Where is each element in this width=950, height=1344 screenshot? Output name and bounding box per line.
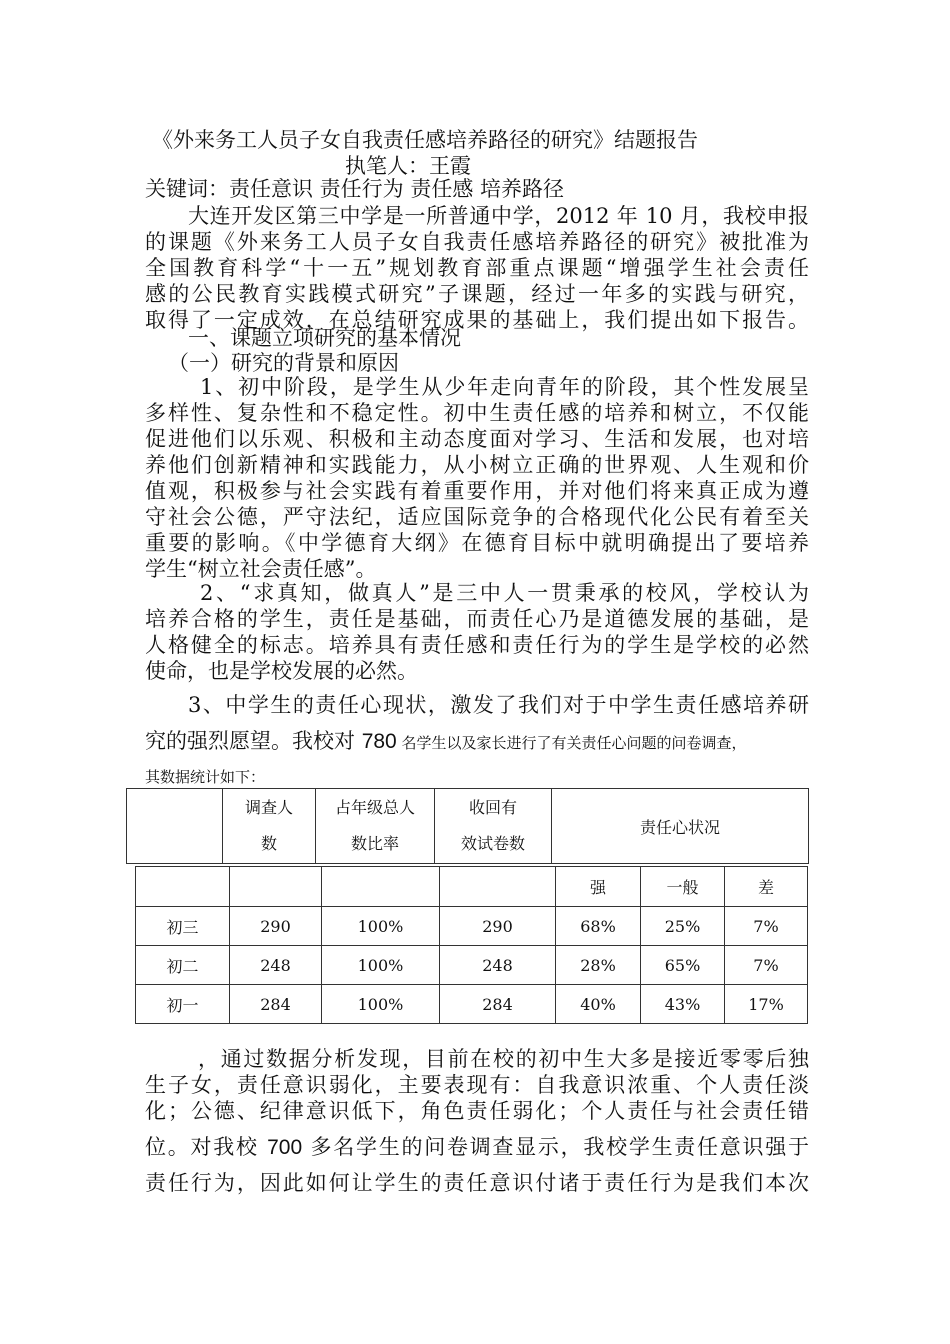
intro-line: 大连开发区第三中学是一所普通中学，2012 年 10 月，我校申报 <box>188 204 809 228</box>
count-cell: 290 <box>230 907 322 946</box>
strong-cell: 40% <box>556 985 641 1024</box>
count-cell: 284 <box>230 985 322 1024</box>
survey-table-header <box>126 788 809 864</box>
point1-line: 促进他们以乐观、积极和主动态度面对学习、生活和发展，也对培 <box>145 427 809 451</box>
header-poor: 差 <box>725 867 808 907</box>
valid-cell: 248 <box>440 946 556 985</box>
ratio-cell: 100% <box>322 985 440 1024</box>
report-title: 《外来务工人员子女自我责任感培养路径的研究》结题报告 <box>152 128 698 152</box>
point1-line: 重要的影响。《中学德育大纲》在德育目标中就明确提出了要培养 <box>145 531 809 555</box>
table-cell <box>322 867 440 907</box>
header-normal: 一般 <box>641 867 725 907</box>
point1-line: 养他们创新精神和实践能力，从小树立正确的世界观、人生观和价 <box>145 453 809 477</box>
point3-text-a: 究的强烈愿望。我校对 <box>145 729 362 753</box>
grade-cell: 初三 <box>136 907 230 946</box>
point1-line: 守社会公德，严守法纪，适应国际竞争的合格现代化公民有着至关 <box>145 505 809 529</box>
table-row <box>136 946 808 985</box>
table-row <box>136 907 808 946</box>
header-strong: 强 <box>556 867 641 907</box>
poor-cell: 7% <box>725 946 808 985</box>
keywords-line: 关键词：责任意识 责任行为 责任感 培养路径 <box>145 177 565 201</box>
poor-cell: 7% <box>725 907 808 946</box>
intro-line: 全国教育科学“十一五”规划教育部重点课题“增强学生社会责任 <box>145 256 809 280</box>
point3-text-b: 名学生以及家长进行了有关责任心问题的问卷调查， <box>396 734 747 752</box>
valid-cell: 284 <box>440 985 556 1024</box>
intro-line: 取得了一定成效，在总结研究成果的基础上，我们提出如下报告。 <box>145 308 809 332</box>
header-grade-ratio: 占年级总人 数比率 <box>316 789 435 864</box>
subsection-heading: （一）研究的背景和原因 <box>168 351 399 375</box>
table-cell <box>440 867 556 907</box>
grade-cell: 初二 <box>136 946 230 985</box>
valid-cell: 290 <box>440 907 556 946</box>
point3-number: 780 <box>361 730 397 753</box>
analysis-line: 化；公德、纪律意识低下，角色责任弱化；个人责任与社会责任错 <box>145 1099 809 1123</box>
analysis-text-b: 多名学生的问卷调查显示，我校学生责任意识强于 <box>302 1135 809 1159</box>
normal-cell: 43% <box>641 985 725 1024</box>
point3-line: 3、中学生的责任心现状，激发了我们对于中学生责任感培养研 <box>188 693 809 717</box>
normal-cell: 25% <box>641 907 725 946</box>
analysis-line: 责任行为，因此如何让学生的责任意识付诸于责任行为是我们本次 <box>145 1171 809 1195</box>
strong-cell: 68% <box>556 907 641 946</box>
point3-line <box>145 728 809 756</box>
normal-cell: 65% <box>641 946 725 985</box>
point1-line: 值观，积极参与社会实践有着重要作用，并对他们将来真正成为遵 <box>145 479 809 503</box>
point1-line: 多样性、复杂性和不稳定性。初中生责任感的培养和树立，不仅能 <box>145 401 809 425</box>
author-line: 执笔人：王霞 <box>345 154 471 178</box>
point1-line: 1、初中阶段，是学生从少年走向青年的阶段，其个性发展呈 <box>200 375 809 399</box>
point3-caption: 其数据统计如下： <box>145 768 266 786</box>
header-valid-papers: 收回有 效试卷数 <box>435 789 552 864</box>
grade-cell: 初一 <box>136 985 230 1024</box>
analysis-text-a: 位。对我校 <box>145 1135 268 1159</box>
header-responsibility-status: 责任心状况 <box>552 789 809 864</box>
table-cell <box>136 867 230 907</box>
point2-line: 2、“求真知，做真人”是三中人一贯秉承的校风，学校认为 <box>200 581 809 605</box>
ratio-cell: 100% <box>322 907 440 946</box>
point2-line: 使命，也是学校发展的必然。 <box>145 659 418 683</box>
header-survey-count: 调查人 数 <box>223 789 316 864</box>
count-cell: 248 <box>230 946 322 985</box>
strong-cell: 28% <box>556 946 641 985</box>
point2-line: 人格健全的标志。培养具有责任感和责任行为的学生是学校的必然 <box>145 633 809 657</box>
point1-line: 学生“树立社会责任感”。 <box>145 557 377 581</box>
poor-cell: 17% <box>725 985 808 1024</box>
table-row <box>136 985 808 1024</box>
survey-table-body <box>135 866 808 1024</box>
table-corner-cell <box>127 789 223 864</box>
analysis-line <box>145 1134 809 1161</box>
intro-line: 的课题《外来务工人员子女自我责任感培养路径的研究》被批准为 <box>145 230 809 254</box>
intro-line: 感的公民教育实践模式研究”子课题，经过一年多的实践与研究， <box>145 282 809 306</box>
section-heading: 一、课题立项研究的基本情况 <box>188 326 461 350</box>
point2-line: 培养合格的学生，责任是基础，而责任心乃是道德发展的基础，是 <box>145 607 809 631</box>
analysis-number: 700 <box>267 1136 303 1159</box>
analysis-line: ，通过数据分析发现，目前在校的初中生大多是接近零零后独 <box>198 1047 809 1071</box>
analysis-line: 生子女，责任意识弱化，主要表现有：自我意识浓重、个人责任淡 <box>145 1073 809 1097</box>
ratio-cell: 100% <box>322 946 440 985</box>
table-cell <box>230 867 322 907</box>
